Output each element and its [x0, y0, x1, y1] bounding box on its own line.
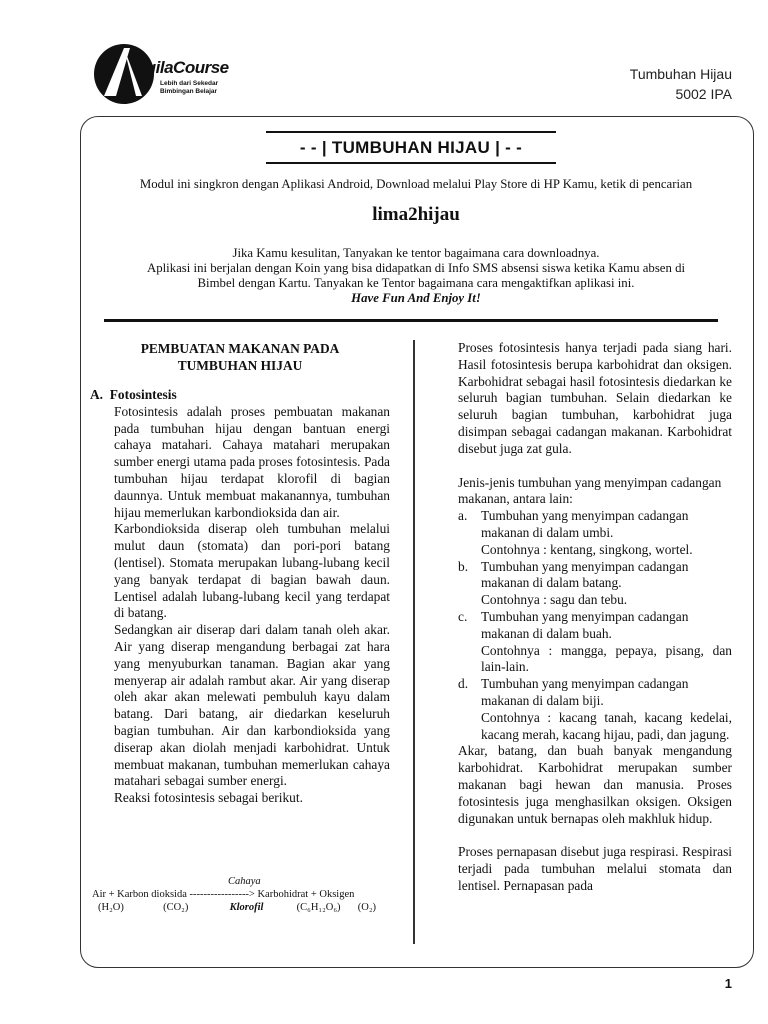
- list-item-text: Tumbuhan yang menyimpan cadangan makanan di dalam umbi.: [481, 508, 689, 540]
- section-title-line: TUMBUHAN HIJAU: [177, 358, 303, 373]
- paragraph: Proses pernapasan disebut juga respirasi. Respirasi terjadi pada tumbuhan melalui stomata dan lentisel. Pernapasan pada: [458, 844, 732, 893]
- header-subject: Tumbuhan Hijau: [629, 66, 732, 82]
- list-item-label: d.: [458, 676, 469, 692]
- formula-o2: (O₂): [357, 902, 376, 913]
- paragraph: Sedangkan air diserap dari dalam tanah oleh akar. Air yang diserap mengandung berbagai zat hara yang menyuburkan tanaman. Bagian akar yang menyerap air adalah rambut akar. Air yang diserap oleh akar akan melewati pembuluh kayu dalam batang. Dari batang, air diedarkan keseluruh bagian tumbuhan. Air dan karbondioksida yang diserap akan diolah menjadi karbohidrat. Untuk membuat makanan, tumbuhan memerlukan cahaya matahari sebagai sumber energi.: [114, 622, 390, 789]
- list-item-example: Contohnya : kacang tanah, kacang kedelai, kacang merah, kacang hijau, padi, dan jagung.: [481, 709, 732, 742]
- formula-co2: (CO₂): [163, 902, 189, 913]
- paragraph: Akar, batang, dan buah banyak mengandung karbohidrat. Karbohidrat merupakan sumber makanan bagi hewan dan manusia. Proses fotosintesis juga menghasilkan oksigen. Oksigen digunakan untuk bernapas oleh makhluk hidup.: [458, 743, 732, 826]
- list-item-label: b.: [458, 558, 469, 574]
- logo-tagline: [160, 80, 218, 96]
- column-divider: [413, 340, 415, 944]
- section-title: [90, 340, 390, 374]
- intro-line-1: Modul ini singkron dengan Aplikasi Android, Download melalui Play Store di HP Kamu, ketik di pencarian: [139, 177, 693, 191]
- list-item-label: c.: [458, 608, 468, 624]
- paragraph: Fotosintesis adalah proses pembuatan makanan pada tumbuhan hijau dengan bantuan energi cahaya matahari. Cahaya matahari merupakan sumber energi utama pada proses fotosintesis. Pada tumbuhan hijau terdapat klorofil di bagian daunnya. Untuk membuat makanannya, tumbuhan hijau memerlukan karbondioksida dan air.: [114, 403, 390, 520]
- subsection-body: [90, 404, 390, 807]
- logo-tagline-line: Lebih dari Sekedar: [160, 80, 219, 87]
- paragraph: Jenis-jenis tumbuhan yang menyimpan cadangan makanan, antara lain:: [458, 474, 722, 507]
- paragraph: Proses fotosintesis hanya terjadi pada siang hari. Hasil fotosintesis berupa karbohidrat dan oksigen. Karbohidrat sebagai hasil fotosintesis diedarkan ke seluruh bagian tumbuhan. Selain diedarkan ke seluruh bagian tumbuhan, karbohidrat juga disimpan sebagai cadangan makanan. Karbohidrat disebut juga zat gula.: [458, 340, 732, 456]
- module-title: - - | TUMBUHAN HIJAU | - -: [299, 138, 523, 157]
- paragraph: Reaksi fotosintesis sebagai berikut.: [114, 790, 303, 806]
- intro-line-3: Aplikasi ini berjalan dengan Koin yang bisa didapatkan di Info SMS absensi siswa ketika Kamu absen di: [146, 261, 686, 275]
- list-item: [458, 508, 732, 558]
- intro-motto: Have Fun And Enjoy It!: [351, 291, 481, 305]
- storage-list: [458, 508, 732, 743]
- logo-tagline-line: Bimbingan Belajar: [160, 88, 218, 95]
- app-name: lima2hijau: [372, 204, 460, 225]
- header-code: 5002 IPA: [675, 86, 732, 102]
- brand-logo: [90, 38, 240, 110]
- list-item-text: Tumbuhan yang menyimpan cadangan makanan di dalam biji.: [481, 676, 689, 708]
- logo-name: AqilaCourse: [134, 58, 229, 77]
- module-title-block: [266, 131, 556, 164]
- list-item-example: Contohnya : sagu dan tebu.: [481, 592, 628, 608]
- right-column: [458, 340, 732, 895]
- title-bottom-rule: [266, 162, 556, 164]
- list-item-text: Tumbuhan yang menyimpan cadangan makanan di dalam batang.: [481, 558, 689, 591]
- header-info: [630, 64, 732, 104]
- equation-formulas: [98, 902, 376, 913]
- formula-glucose: (C₆H₁₂O₆): [296, 902, 341, 913]
- subsection-title: Fotosintesis: [109, 387, 177, 402]
- left-column: [90, 340, 390, 807]
- section-rule: [104, 319, 718, 322]
- list-item-text: Tumbuhan yang menyimpan cadangan makanan di dalam buah.: [481, 608, 689, 641]
- subsection-label: A.: [90, 387, 104, 402]
- list-item-example: Contohnya : mangga, pepaya, pisang, dan lain-lain.: [481, 642, 732, 675]
- list-item: [458, 609, 732, 676]
- section-title-line: PEMBUATAN MAKANAN PADA: [140, 341, 340, 356]
- subsection-heading: [90, 387, 390, 404]
- list-item-label: a.: [458, 508, 468, 524]
- paragraph: Karbondioksida diserap oleh tumbuhan melalui mulut daun (stomata) dan pori-pori batang (lentisel). Stomata merupakan lubang-lubang kecil yang banyak terdapat di bagian bawah daun. Lentisel adalah lubang-lubang kecil yang terdapat di batang.: [114, 521, 390, 621]
- list-item: [458, 559, 732, 609]
- equation-catalyst: Klorofil: [229, 902, 264, 913]
- list-item: [458, 676, 732, 743]
- list-item-example: Contohnya : kentang, singkong, wortel.: [481, 541, 693, 557]
- formula-h2o: (H₂O): [98, 902, 124, 913]
- equation-main: Air + Karbon dioksida -----------------> Karbohidrat + Oksigen: [92, 889, 355, 900]
- equation-condition: Cahaya: [228, 876, 261, 887]
- page-number: 1: [724, 976, 732, 991]
- intro-line-4: Bimbel dengan Kartu. Tanyakan ke Tentor bagaimana cara mengaktifkan aplikasi ini.: [197, 276, 635, 290]
- intro-line-2: Jika Kamu kesulitan, Tanyakan ke tentor bagaimana cara downloadnya.: [232, 246, 600, 260]
